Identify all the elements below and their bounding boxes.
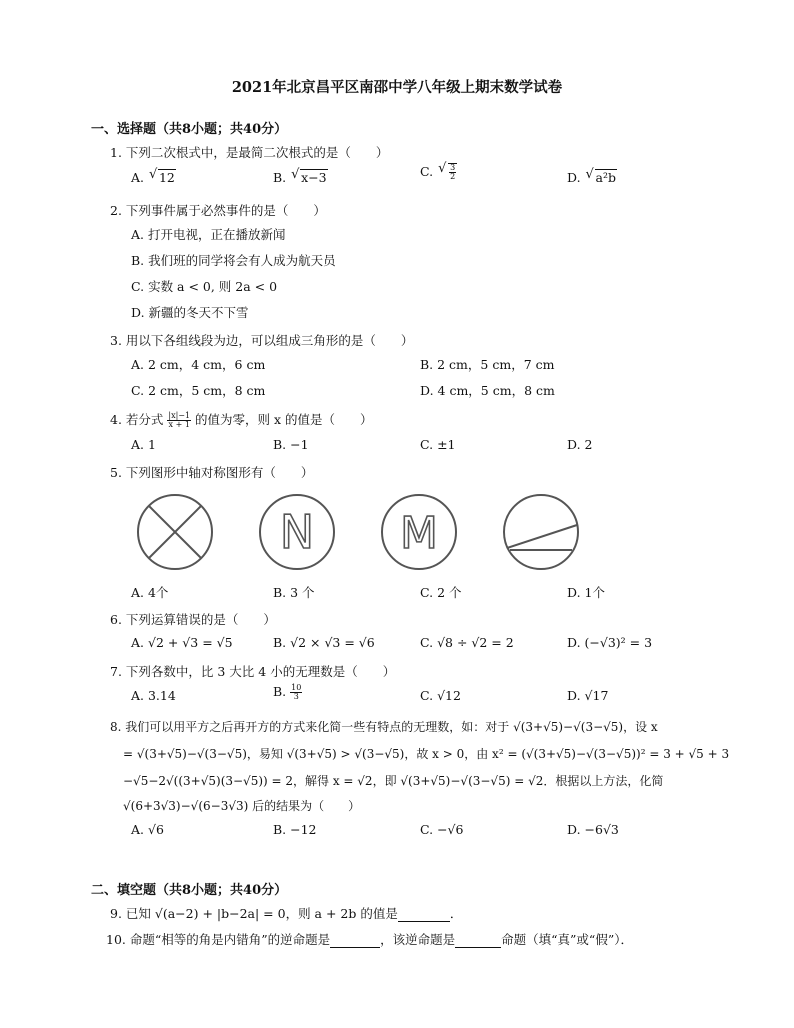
q8-option-b: B. −12 xyxy=(273,822,317,837)
q4-post: 的值为零，则 x 的值是（ ） xyxy=(191,412,373,427)
q2-option-d: D. 新疆的冬天不下雪 xyxy=(131,305,249,320)
q2-option-c: C. 实数 a < 0, 则 2a < 0 xyxy=(131,279,278,294)
q3-option-b: B. 2 cm，5 cm，7 cm xyxy=(420,357,555,372)
figure-letter-n: N xyxy=(279,505,315,559)
q1-c-numerator: √ 3 xyxy=(450,163,456,172)
q4-option-a: A. 1 xyxy=(131,437,156,452)
exam-title: 2021年北京昌平区南邵中学八年级上期末数学试卷 xyxy=(231,79,563,96)
q2-option-a: A. 打开电视，正在播放新闻 xyxy=(131,227,286,242)
q1-a-label: A. xyxy=(131,170,148,185)
q3-option-a: A. 2 cm，4 cm，6 cm xyxy=(131,357,266,372)
q1-d-radicand: a²b xyxy=(595,170,616,185)
q10-stem xyxy=(106,930,633,948)
q7-stem: 7. 下列各数中，比 3 大比 4 小的无理数是（ ） xyxy=(110,664,396,679)
q2-option-b: B. 我们班的同学将会有人成为航天员 xyxy=(131,253,336,268)
q4-option-c: C. ±1 xyxy=(420,437,456,452)
q7-option-d: D. √17 xyxy=(567,688,609,703)
q1-c-denominator: 2 xyxy=(450,172,456,181)
q8-line-2: = √(3+√5)−√(3−√5)，易知 √(3+√5) > √(3−√5)，故 x > 0，由 x² = (√(3+√5)−√(3−√5))² = 3 + √5 + 3 xyxy=(123,747,730,761)
q10-answer-blank-2[interactable] xyxy=(455,932,501,948)
q8-option-c: C. −√6 xyxy=(420,822,464,837)
q1-b-radicand: x−3 xyxy=(301,170,327,185)
q4-option-d: D. 2 xyxy=(567,437,593,452)
figure-circle-n xyxy=(254,492,340,572)
q7-b-label: B. xyxy=(273,684,291,699)
q7-b-denominator: 3 xyxy=(293,692,299,701)
q8-line-4: √(6+3√3)−√(6−3√3) 后的结果为（ ） xyxy=(123,799,361,813)
q3-stem: 3. 用以下各组线段为边，可以组成三角形的是（ ） xyxy=(110,333,414,348)
q3-option-c: C. 2 cm，5 cm，8 cm xyxy=(131,383,266,398)
q5-option-a: A. 4个 xyxy=(131,585,169,600)
q8-option-a: A. √6 xyxy=(131,822,164,837)
q5-figures xyxy=(128,492,588,572)
q8-line-1: 8. 我们可以用平方之后再开方的方式来化简一些有特点的无理数，如：对于 √(3+√5)−√(3−√5)，设 x xyxy=(110,720,658,734)
q4-pre: 4. 若分式 xyxy=(110,412,168,427)
q1-option-c xyxy=(420,163,457,181)
section-heading-fill: 二、填空题（共8小题；共40分） xyxy=(91,883,288,898)
q10-part-3: 命题（填“真”或“假”）． xyxy=(501,932,633,947)
q1-c-label: C. xyxy=(420,164,438,179)
q5-option-d: D. 1个 xyxy=(567,585,605,600)
q1-option-b xyxy=(273,169,328,185)
q7-option-b xyxy=(273,684,302,701)
q5-stem: 5. 下列图形中轴对称图形有（ ） xyxy=(110,465,314,480)
q4-numerator: |x|−1 xyxy=(168,411,191,420)
q4-stem xyxy=(110,410,373,429)
q2-stem: 2. 下列事件属于必然事件的是（ ） xyxy=(110,203,326,218)
q10-answer-blank-1[interactable] xyxy=(330,932,380,948)
q1-a-radicand: 12 xyxy=(158,170,175,185)
q6-option-c: C. √8 ÷ √2 = 2 xyxy=(420,635,514,650)
q4-denominator: x + 1 xyxy=(168,420,190,429)
q9-end: ． xyxy=(449,906,463,921)
figure-letter-m: M xyxy=(400,508,438,559)
q1-option-a xyxy=(131,169,176,185)
q10-part-2: ，该逆命题是 xyxy=(380,932,456,947)
figure-circle-m xyxy=(376,492,462,572)
q7-option-a: A. 3.14 xyxy=(131,688,176,703)
figure-circle-x xyxy=(132,492,218,572)
q6-option-d: D. (−√3)² = 3 xyxy=(567,635,653,650)
q9-stem xyxy=(110,904,462,922)
q5-option-c: C. 2 个 xyxy=(420,585,462,600)
q7-b-numerator: 10 xyxy=(291,683,302,692)
q6-stem: 6. 下列运算错误的是（ ） xyxy=(110,612,276,627)
q9-text: 9. 已知 √(a−2) + |b−2a| = 0，则 a + 2b 的值是 xyxy=(110,906,398,921)
figure-circle-chords xyxy=(498,492,584,572)
q10-part-1: 10. 命题“相等的角是内错角”的逆命题是 xyxy=(106,932,331,947)
q9-answer-blank[interactable] xyxy=(398,906,450,922)
q1-option-d xyxy=(567,169,617,185)
q1-stem: 1. 下列二次根式中，是最简二次根式的是（ ） xyxy=(110,145,389,160)
q4-option-b: B. −1 xyxy=(273,437,309,452)
q1-d-label: D. xyxy=(567,170,585,185)
q6-option-b: B. √2 × √3 = √6 xyxy=(273,635,375,650)
q7-option-c: C. √12 xyxy=(420,688,461,703)
section-heading-choice: 一、选择题（共8小题；共40分） xyxy=(91,122,288,137)
q5-option-b: B. 3 个 xyxy=(273,585,315,600)
q1-b-label: B. xyxy=(273,170,291,185)
q8-option-d: D. −6√3 xyxy=(567,822,619,837)
q8-line-3: −√5−2√((3+√5)(3−√5)) = 2，解得 x = √2，即 √(3+√5)−√(3−√5) = √2．根据以上方法，化简 xyxy=(123,774,664,788)
q6-option-a: A. √2 + √3 = √5 xyxy=(131,635,233,650)
q3-option-d: D. 4 cm，5 cm，8 cm xyxy=(420,383,555,398)
